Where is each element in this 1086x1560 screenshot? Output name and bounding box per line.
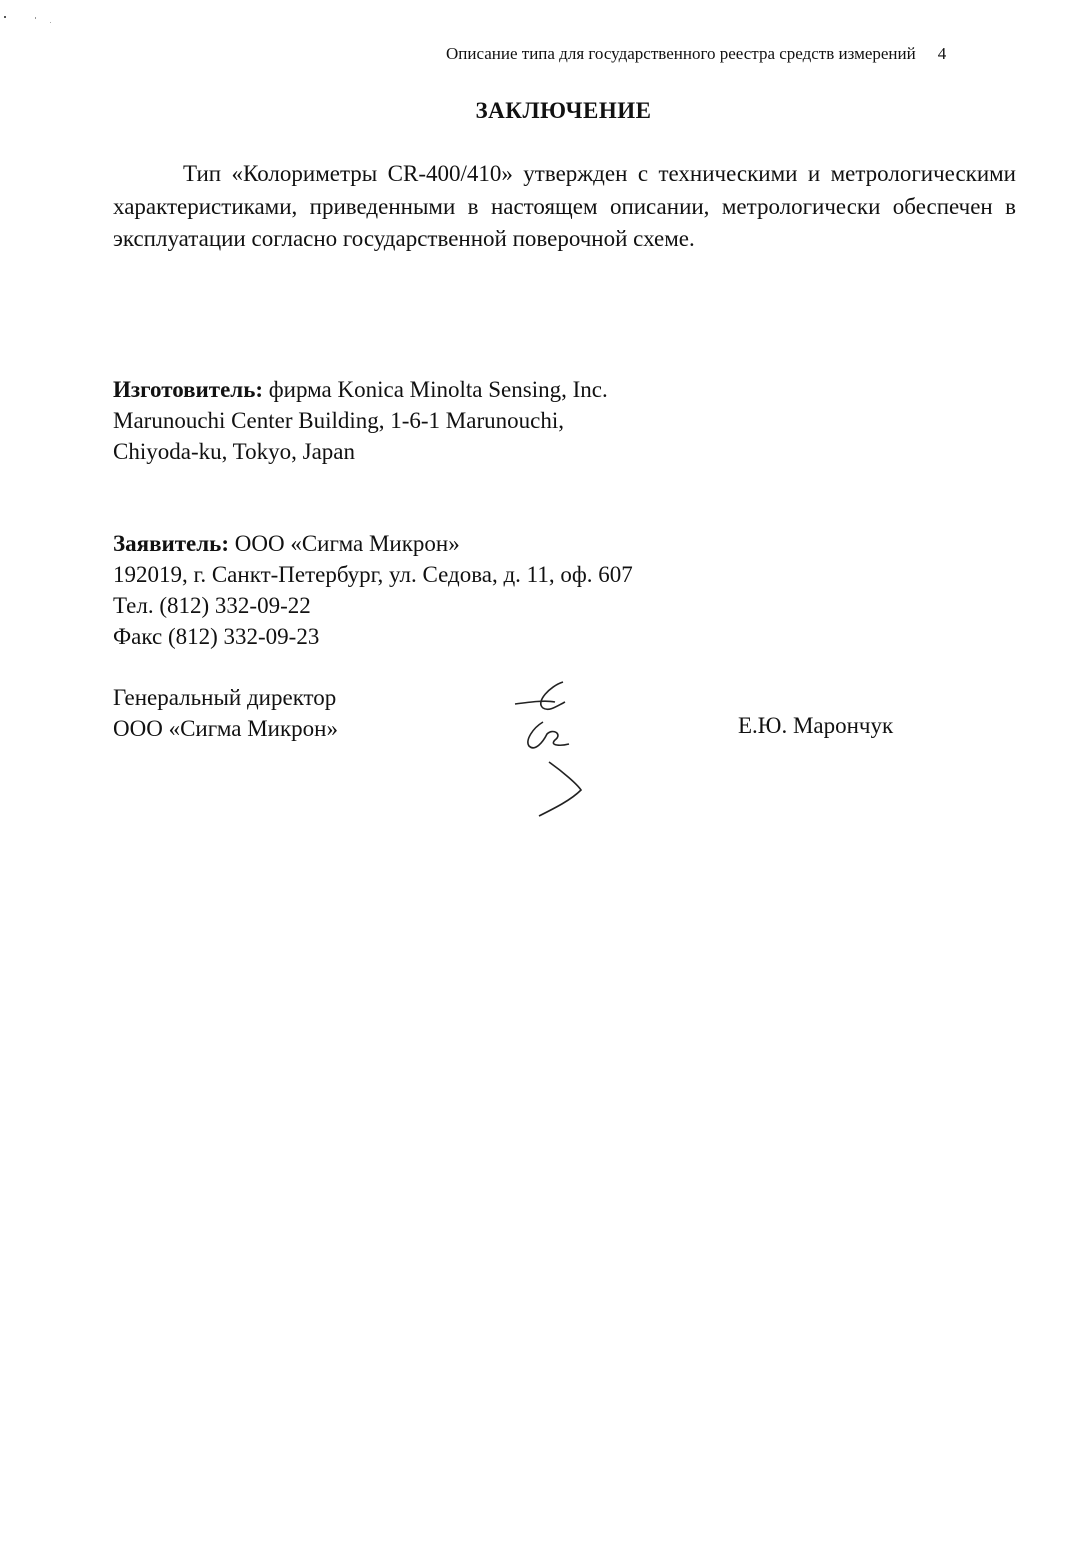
manufacturer-block bbox=[113, 374, 608, 467]
applicant-label: Заявитель: bbox=[113, 531, 229, 556]
applicant-block bbox=[113, 528, 633, 652]
applicant-fax: Факс (812) 332-09-23 bbox=[113, 624, 320, 649]
manufacturer-address-line1: Marunouchi Center Building, 1-6-1 Marunouchi, bbox=[113, 408, 564, 433]
signatory-organization: ООО «Сигма Микрон» bbox=[113, 716, 338, 741]
conclusion-text: Тип «Колориметры CR-400/410» утвержден с техническими и метрологическими характеристиками, приведенными в настоящем описании, метрологически обеспечен в эксплуатации согласно государственной поверочной схеме. bbox=[113, 161, 1016, 251]
running-title: Описание типа для государственного реестра средств измерений bbox=[446, 44, 916, 63]
running-header bbox=[446, 44, 946, 64]
manufacturer-name: фирма Konica Minolta Sensing, Inc. bbox=[263, 377, 608, 402]
manufacturer-address-line2: Chiyoda-ku, Tokyo, Japan bbox=[113, 439, 355, 464]
applicant-address: 192019, г. Санкт-Петербург, ул. Седова, д. 11, оф. 607 bbox=[113, 562, 633, 587]
scan-specks bbox=[0, 0, 60, 30]
applicant-name: ООО «Сигма Микрон» bbox=[229, 531, 460, 556]
handwritten-signature bbox=[505, 672, 595, 822]
manufacturer-label: Изготовитель: bbox=[113, 377, 264, 402]
signatory-position-block bbox=[113, 682, 338, 744]
conclusion-paragraph bbox=[113, 158, 1016, 256]
page-number: 4 bbox=[937, 44, 947, 63]
signatory-position: Генеральный директор bbox=[113, 685, 337, 710]
applicant-phone: Тел. (812) 332-09-22 bbox=[113, 593, 311, 618]
section-title: ЗАКЛЮЧЕНИЕ bbox=[475, 98, 652, 123]
signatory-name: Е.Ю. Марончук bbox=[738, 713, 894, 738]
